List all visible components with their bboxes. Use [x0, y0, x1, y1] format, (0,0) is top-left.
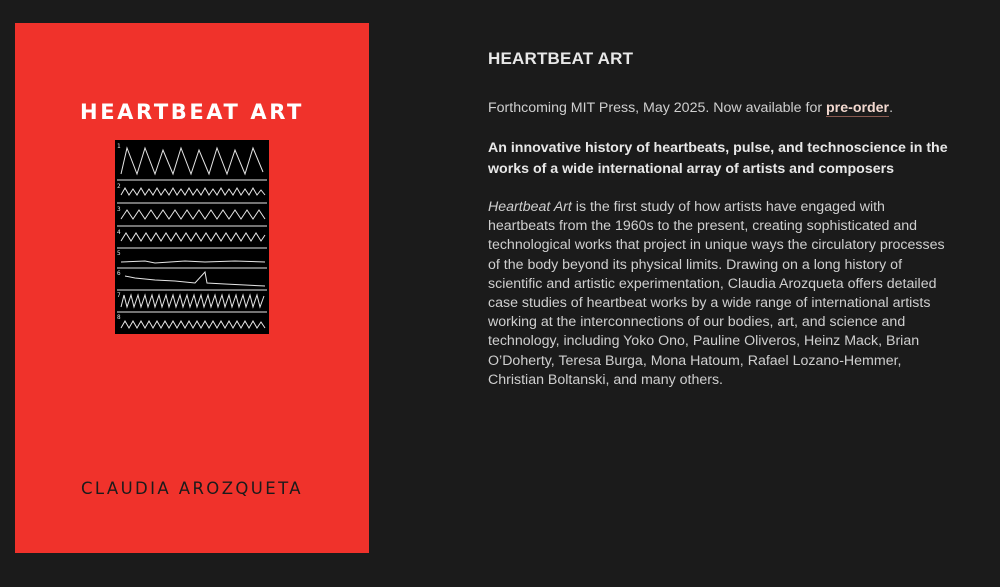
- book-heading: HEARTBEAT ART: [488, 49, 634, 68]
- availability-end: .: [889, 100, 894, 116]
- trace-number-7: 7: [117, 292, 121, 299]
- trace-number-5: 5: [117, 250, 121, 257]
- description-body: is the first study of how artists have engaged with heartbeats from the 1960s to the present, creating sophisticated and technological works that project in unique ways the circulatory processes of the body beyond its physical limits. Drawing on a long history of scientific and artistic experimentation, Claudia Arozqueta offers detailed case studies of heartbeat works by a wide range of international artists working at the interconnections of our bodies, art, and science and technology, including Yoko Ono, Pauline Oliveros, Heinz Mack, Brian O’Doherty, Teresa Burga, Mona Hatoum, Rafael Lozano-Hemmer, Christian Boltanski, and many others.: [488, 199, 945, 388]
- trace-number-3: 3: [117, 206, 121, 213]
- trace-number-8: 8: [117, 314, 121, 321]
- cover-author: CLAUDIA AROZQUETA: [81, 479, 303, 498]
- heartbeat-traces-svg: [115, 140, 269, 334]
- trace-number-4: 4: [117, 229, 121, 236]
- preorder-link[interactable]: pre-order: [826, 100, 890, 116]
- trace-number-6: 6: [117, 270, 121, 277]
- cover-title: HEARTBEAT ART: [80, 100, 304, 124]
- description-title: Heartbeat Art: [488, 199, 572, 215]
- trace-number-2: 2: [117, 183, 121, 190]
- book-info: [488, 44, 948, 390]
- availability-text: [488, 98, 948, 118]
- book-description: [488, 198, 948, 390]
- trace-number-1: 1: [117, 143, 121, 150]
- availability-lead: Forthcoming MIT Press, May 2025. Now available for: [488, 100, 827, 116]
- book-cover: [15, 23, 369, 553]
- book-subtitle: An innovative history of heartbeats, pulse, and technoscience in the works of a wide international array of artists and composers: [488, 140, 948, 177]
- cover-heartbeat-traces-image: [115, 140, 269, 334]
